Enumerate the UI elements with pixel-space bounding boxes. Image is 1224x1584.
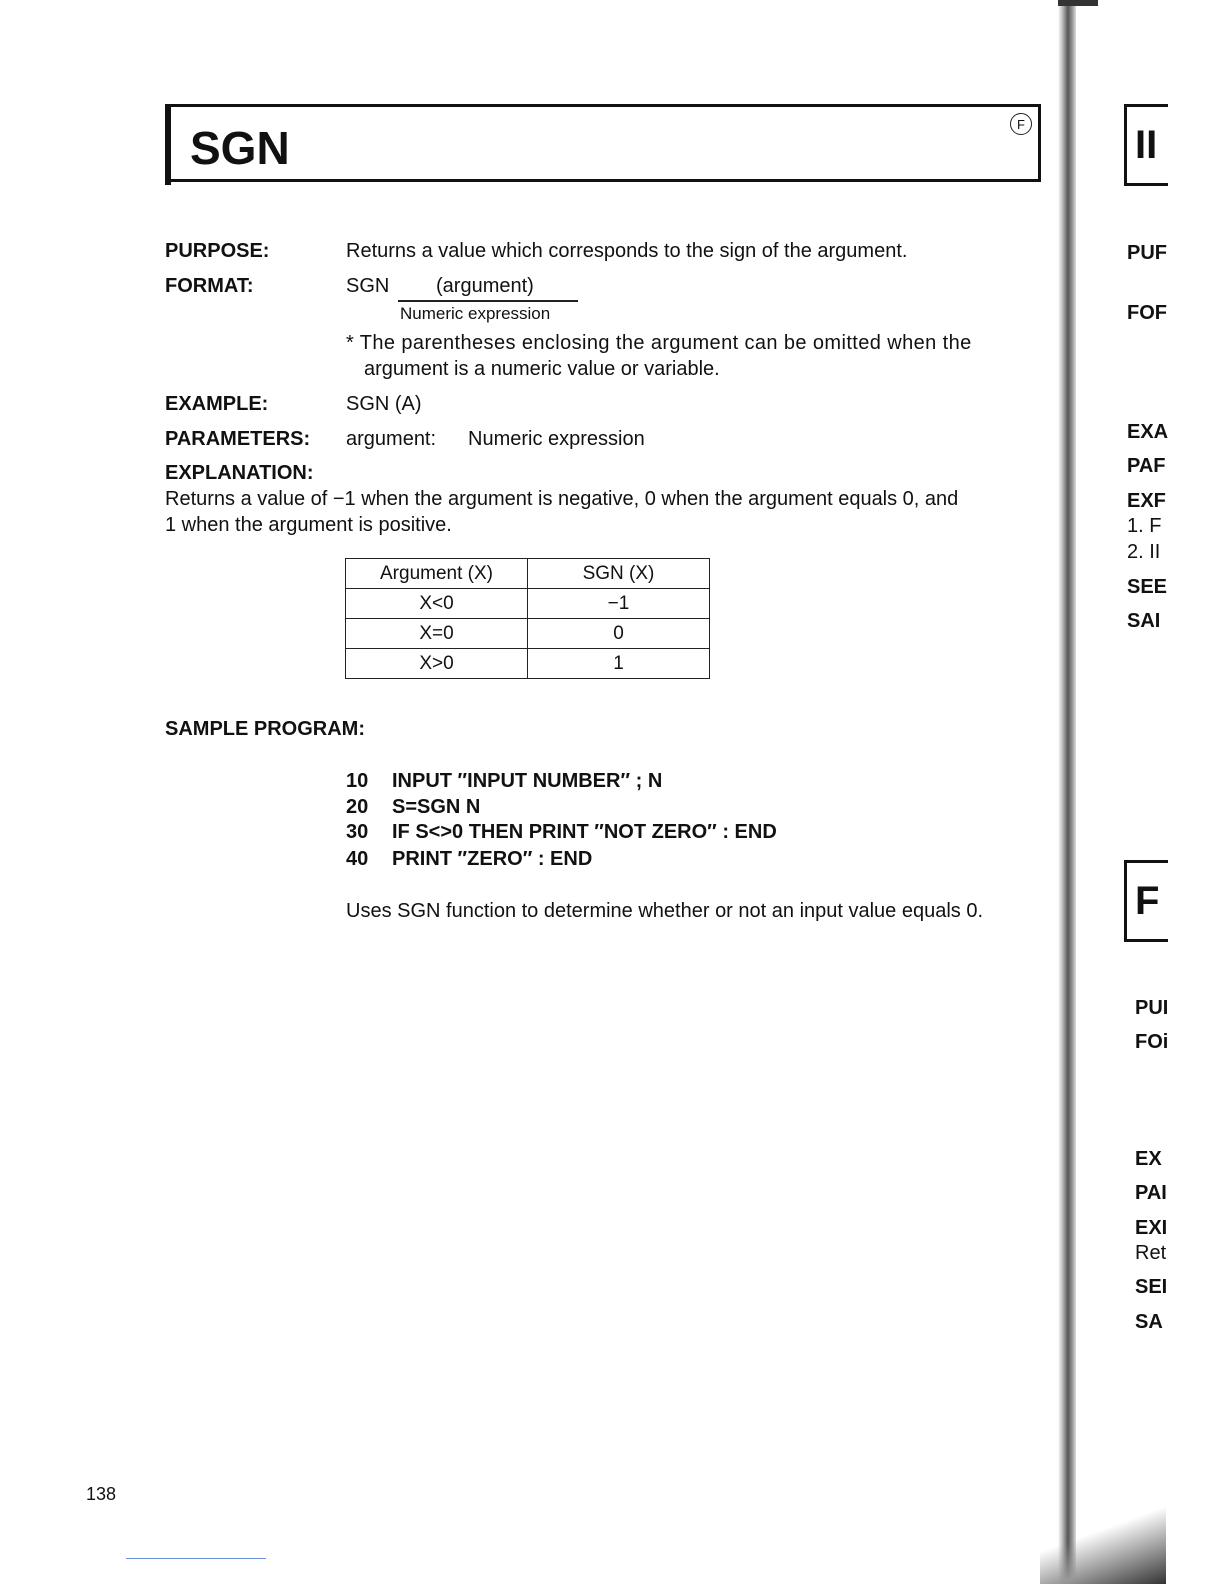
table-row xyxy=(346,589,710,619)
adjacent-label: SEE xyxy=(1127,576,1168,598)
adjacent-label: EX xyxy=(1135,1148,1162,1170)
format-note-line1: * The parentheses enclosing the argument can be omitted when the xyxy=(346,332,972,354)
program-line xyxy=(346,796,480,819)
adjacent-label: 2. II xyxy=(1127,541,1161,563)
table-cell-sgn: 0 xyxy=(528,619,710,649)
program-line-code: INPUT ″INPUT NUMBER″ ; N xyxy=(392,770,663,792)
parameters-label: PARAMETERS: xyxy=(165,428,311,450)
program-line-number: 10 xyxy=(346,770,369,792)
program-line-code: IF S<>0 THEN PRINT ″NOT ZERO″ : END xyxy=(392,821,777,843)
format-keyword: SGN xyxy=(346,275,390,297)
adjacent-label: 1. F xyxy=(1127,515,1162,537)
book-spine xyxy=(1058,0,1076,1584)
table-cell-argument: X=0 xyxy=(346,619,528,649)
program-line-code: S=SGN N xyxy=(392,796,481,818)
table-cell-sgn: −1 xyxy=(528,589,710,619)
parameters-name: argument: xyxy=(346,428,437,450)
page-number: 138 xyxy=(86,1484,117,1504)
table-row xyxy=(346,619,710,649)
example-label: EXAMPLE: xyxy=(165,393,269,415)
table-cell-sgn: 1 xyxy=(528,649,710,679)
title-box xyxy=(165,104,1041,182)
adjacent-label: Ret xyxy=(1135,1242,1167,1264)
format-label: FORMAT: xyxy=(165,275,254,297)
adjacent-title-box: II xyxy=(1124,104,1168,186)
table-header-argument: Argument (X) xyxy=(346,559,528,589)
sample-program-label: SAMPLE PROGRAM: xyxy=(165,718,365,740)
function-badge: F xyxy=(1010,113,1032,135)
sgn-table xyxy=(345,558,710,679)
purpose-label: PURPOSE: xyxy=(165,240,270,262)
adjacent-label: SA xyxy=(1135,1311,1163,1333)
adjacent-label: PAF xyxy=(1127,455,1166,477)
spine-bottom-shadow xyxy=(1040,1500,1166,1584)
adjacent-label: EXA xyxy=(1127,421,1169,443)
parameters-desc: Numeric expression xyxy=(468,428,645,450)
format-underline xyxy=(398,300,578,302)
program-line-number: 30 xyxy=(346,821,369,843)
program-line-code: PRINT ″ZERO″ : END xyxy=(392,848,593,870)
footer-line xyxy=(126,1558,266,1559)
page-title: SGN xyxy=(190,122,290,174)
sample-description: Uses SGN function to determine whether or not an input value equals 0. xyxy=(346,900,984,922)
explanation-line2: 1 when the argument is positive. xyxy=(165,514,452,536)
explanation-label: EXPLANATION: xyxy=(165,462,314,484)
adjacent-label: SEI xyxy=(1135,1276,1168,1298)
format-argument: (argument) xyxy=(436,275,534,297)
spine-top-edge xyxy=(1058,0,1098,6)
table-cell-argument: X<0 xyxy=(346,589,528,619)
program-line xyxy=(346,770,662,793)
format-note-line2: argument is a numeric value or variable. xyxy=(364,358,720,380)
program-line-number: 40 xyxy=(346,848,369,870)
program-line xyxy=(346,821,777,844)
format-argument-desc: Numeric expression xyxy=(400,304,551,323)
table-header-row xyxy=(346,559,710,589)
table-cell-argument: X>0 xyxy=(346,649,528,679)
adjacent-label: PUF xyxy=(1127,242,1167,264)
example-text: SGN (A) xyxy=(346,393,422,415)
program-line-number: 20 xyxy=(346,796,369,818)
explanation-line1: Returns a value of −1 when the argument is negative, 0 when the argument equals 0, and xyxy=(165,488,959,510)
adjacent-label: EXI xyxy=(1135,1217,1168,1239)
table-row xyxy=(346,649,710,679)
adjacent-label: PUI xyxy=(1135,997,1169,1019)
adjacent-label: EXF xyxy=(1127,490,1166,512)
adjacent-label: PAI xyxy=(1135,1182,1167,1204)
adjacent-title-box: F xyxy=(1124,860,1168,942)
adjacent-label: FOF xyxy=(1127,302,1167,324)
table-header-sgn: SGN (X) xyxy=(528,559,710,589)
program-line xyxy=(346,848,592,871)
purpose-text: Returns a value which corresponds to the sign of the argument. xyxy=(346,240,908,262)
adjacent-label: FOi xyxy=(1135,1031,1169,1053)
adjacent-label: SAI xyxy=(1127,610,1161,632)
